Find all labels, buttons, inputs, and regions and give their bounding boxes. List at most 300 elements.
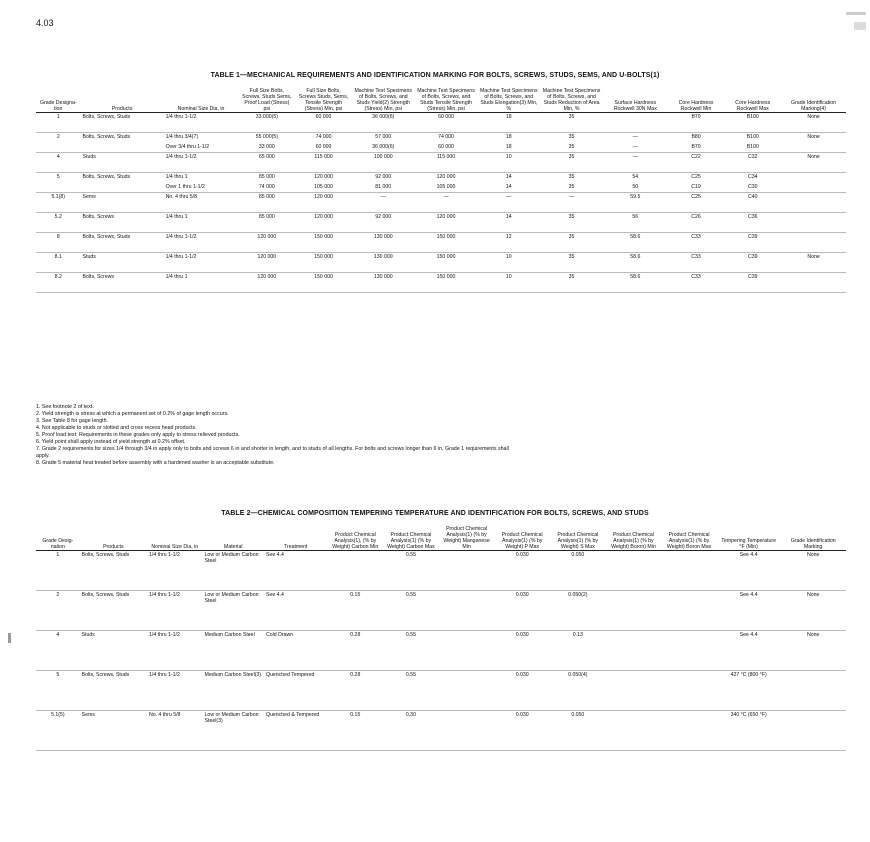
table-cell: Bolts, Screws, Studs <box>81 672 130 678</box>
table-cell <box>724 193 781 213</box>
cell-value: C40 <box>747 194 758 200</box>
cell-value: 12 <box>505 234 512 240</box>
table-2-header: Product Chemical Analysis(1) (% by Weight) Manganese Min <box>443 526 490 550</box>
table-cell <box>606 671 662 711</box>
footnote: 1. See footnote 2 of text. <box>36 404 94 410</box>
cell-value: 55 000(5) <box>255 134 278 140</box>
table-cell: 1/4 thru 1-1/2 <box>149 592 180 598</box>
cell-value: C30 <box>747 184 758 190</box>
cell-value: Over 1 thru 1-1/2 <box>165 184 205 190</box>
table-cell: See 4.4 <box>265 592 284 598</box>
table-cell: Quenched Tempered <box>265 672 315 678</box>
cell-value: 58.6 <box>630 254 641 260</box>
cell-value: 35 <box>568 184 575 190</box>
table-cell <box>238 273 295 293</box>
cell-value: — <box>632 144 638 150</box>
cell-value: 1/4 thru 1 <box>165 274 188 280</box>
table-1-header: Nominal Size Dia, in <box>177 106 225 112</box>
table-cell: Low or Medium Carbon Steel <box>204 592 259 604</box>
cell-value: 120 000 <box>257 254 277 260</box>
table-cell: Bolts, Screws, Studs <box>82 114 131 120</box>
cell-value: 120 000 <box>314 214 333 220</box>
table-cell: 4 <box>56 632 60 638</box>
table-cell: 0.55 <box>405 632 416 638</box>
table-cell <box>780 671 846 711</box>
table-cell <box>668 193 725 213</box>
table-1-header: Core Hardness Rockwell Min <box>678 100 714 112</box>
footnote: 2. Yield strength is stress at which a permanent set of 0.2% of gage length occurs. <box>36 411 229 417</box>
table-1-header: Machine Test Specimens of Bolts, Screws, and Studs Tensile Strength (Stress) Min, psi <box>417 88 475 112</box>
table-cell: Bolts, Screws, Studs <box>82 174 131 180</box>
table-cell <box>439 591 495 631</box>
cell-value: 85 000 <box>258 214 275 220</box>
table-cell: None <box>807 154 820 160</box>
table-cell: 427 °C (800 °F) <box>730 672 767 678</box>
table-cell: 8.1 <box>54 254 62 260</box>
scan-mark <box>846 12 866 15</box>
table-cell <box>164 213 239 233</box>
table-2-header: Products <box>103 544 124 550</box>
cell-value: 14 <box>505 184 512 190</box>
table-cell <box>415 113 478 133</box>
cell-value: 92 000 <box>375 174 392 180</box>
table-cell: 0.15 <box>350 592 361 598</box>
table-cell <box>415 253 478 273</box>
table-row <box>36 213 846 233</box>
table-cell <box>439 711 495 751</box>
table-cell <box>477 233 540 253</box>
table-1-header: Products <box>111 106 133 112</box>
table-cell: 4 <box>56 154 60 160</box>
cell-value: C32 <box>747 154 758 160</box>
table-cell: See 4.4 <box>739 592 758 598</box>
table-cell <box>781 213 846 233</box>
table-cell <box>415 133 478 153</box>
cell-value: 74 000 <box>315 134 332 140</box>
cell-value: C25 <box>691 194 701 200</box>
table-cell: 5.1(5) <box>51 712 65 718</box>
table-cell: 0.030 <box>515 712 529 718</box>
table-cell <box>603 213 668 233</box>
footnote: 7. Grade 2 requirements for sizes 1/4 through 3/4 in apply only to bolts and screws 6 in and shorter in length, and to studs of all lengths. For bolts and screws longer than 6 in, Grade 1 requirements shall <box>36 446 509 452</box>
cell-value: 36 000(6) <box>372 114 395 120</box>
cell-value: B80 <box>691 134 701 140</box>
table-cell <box>603 153 668 173</box>
table-row <box>36 253 846 273</box>
table-cell <box>668 213 725 233</box>
cell-value: 18 <box>505 144 512 150</box>
table-cell: Bolts, Screws, Studs <box>82 134 131 140</box>
table-1-footnotes <box>36 404 846 467</box>
cell-value: 100 000 <box>373 154 393 160</box>
cell-value: Over 3/4 thru 1-1/2 <box>165 144 210 150</box>
table-cell: 2 <box>56 592 60 598</box>
table-row <box>36 671 846 711</box>
cell-value: 130 000 <box>373 254 393 260</box>
cell-value: 74 000 <box>258 184 275 190</box>
table-cell: 5 <box>56 174 60 180</box>
cell-value: 10 <box>505 254 512 260</box>
cell-value: — <box>632 154 638 160</box>
table-cell <box>439 671 495 711</box>
table-cell: No. 4 thru 5/8 <box>149 712 181 718</box>
cell-value: 36 000(6) <box>372 144 395 150</box>
table-cell <box>327 551 383 591</box>
cell-value: C22 <box>691 154 701 160</box>
cell-value: 120 000 <box>436 214 456 220</box>
table-cell <box>540 173 603 193</box>
table-cell <box>164 233 239 253</box>
table-cell <box>164 253 239 273</box>
table-cell <box>724 113 781 133</box>
table-2-header: Grade Desig- nation <box>42 538 74 550</box>
table-cell: Low or Medium Carbon Steel(3) <box>204 712 259 724</box>
table-cell <box>606 551 662 591</box>
table-cell: Medium Carbon Steel <box>204 632 255 638</box>
table-cell <box>477 273 540 293</box>
table-cell <box>477 113 540 133</box>
table-cell: 0.55 <box>405 592 416 598</box>
table-cell <box>415 273 478 293</box>
cell-value: 54 <box>632 174 639 180</box>
cell-value: 18 <box>505 114 512 120</box>
table-cell <box>238 153 295 173</box>
cell-value: 1/4 thru 1-1/2 <box>165 114 197 120</box>
table-cell: Studs <box>81 632 95 638</box>
cell-value: 105 000 <box>314 184 333 190</box>
cell-value: B100 <box>746 114 759 120</box>
table-cell <box>781 173 846 193</box>
table-cell: None <box>807 114 820 120</box>
table-cell <box>164 273 239 293</box>
table-cell <box>352 273 415 293</box>
cell-value: 150 000 <box>436 254 456 260</box>
table-row <box>36 133 846 153</box>
table-cell <box>352 173 415 193</box>
table-cell: 0.050(4) <box>568 672 588 678</box>
table-cell: 0.050 <box>571 712 585 718</box>
table-cell <box>352 153 415 173</box>
table-cell <box>661 671 717 711</box>
table-cell <box>164 113 239 133</box>
table-cell <box>724 233 781 253</box>
table-cell <box>724 133 781 153</box>
table-2-header: Treatment <box>284 544 308 550</box>
cell-value: C36 <box>747 214 758 220</box>
table-cell <box>164 173 239 193</box>
cell-value: B70 <box>691 114 701 120</box>
table-cell <box>540 193 603 213</box>
table-cell <box>295 233 352 253</box>
table-cell: None <box>807 254 820 260</box>
cell-value: 65 000 <box>258 154 275 160</box>
scan-mark <box>8 633 11 643</box>
cell-value: 33 000(5) <box>255 114 278 120</box>
table-cell: 0.030 <box>515 632 529 638</box>
cell-value: 57 000 <box>375 134 392 140</box>
table-cell <box>603 193 668 213</box>
table-cell <box>724 213 781 233</box>
table-cell <box>352 213 415 233</box>
table-cell <box>477 173 540 193</box>
table-cell <box>780 711 846 751</box>
table-cell: 340 °C (650 °F) <box>730 712 767 718</box>
cell-value: 92 000 <box>375 214 392 220</box>
table-1-header: Machine Test Specimens of Bolts, Screws, and Studs Elongation(3) Min, % <box>479 88 538 112</box>
table-1-header: Full Size Bolts, Screws Studs, Sems, Tensile Strength (Stress) Min, psi <box>298 88 349 112</box>
table-cell <box>295 193 352 213</box>
table-cell: 1/4 thru 1-1/2 <box>149 552 180 558</box>
table-cell <box>668 133 725 153</box>
table-cell <box>661 591 717 631</box>
table-cell <box>238 233 295 253</box>
cell-value: C39 <box>747 234 758 240</box>
table-cell: Studs <box>82 254 96 260</box>
table-cell: 0.030 <box>515 592 529 598</box>
cell-value: C34 <box>747 174 758 180</box>
table-cell <box>603 273 668 293</box>
footnote: 8. Grade 5 material heat treated before assembly with a hardened washer is an acceptable substitute. <box>36 460 275 466</box>
table-2-header: Product Chemical Analysis(1) (% by Weight) Boron) Min <box>611 532 656 550</box>
cell-value: C19 <box>691 184 701 190</box>
cell-value: 130 000 <box>373 234 393 240</box>
table-cell: Medium Carbon Steel(3) <box>204 672 262 678</box>
table-row <box>36 591 846 631</box>
cell-value: 130 000 <box>373 274 393 280</box>
table-cell <box>540 273 603 293</box>
cell-value: — <box>632 134 638 140</box>
footnote: 4. Not applicable to studs or slotted and cross recess head products. <box>36 425 197 431</box>
cell-value: C33 <box>691 254 701 260</box>
table-row <box>36 631 846 671</box>
cell-value: 105 000 <box>436 184 456 190</box>
table-cell <box>540 213 603 233</box>
cell-value: 10 <box>505 274 512 280</box>
table-cell: Low or Medium Carbon Steel <box>204 552 259 564</box>
table-cell <box>781 193 846 213</box>
table-cell: 0.15 <box>350 712 361 718</box>
table-2-header: Product Chemical Analysis(1), (% by Weight) Carbon Min <box>332 532 379 550</box>
cell-value: 115 000 <box>436 154 456 160</box>
table-cell: See 4.4 <box>739 632 758 638</box>
table-cell <box>477 193 540 213</box>
table-cell: None <box>807 134 820 140</box>
table-cell <box>661 631 717 671</box>
cell-value: 115 000 <box>314 154 333 160</box>
table-1-header: Surface Hardness Rockwell 30N Max <box>613 100 657 112</box>
table-cell <box>238 173 295 193</box>
cell-value: 120 000 <box>257 274 277 280</box>
cell-value: 10 <box>505 154 512 160</box>
table-cell <box>164 133 239 153</box>
table-cell: 0.55 <box>405 552 416 558</box>
cell-value: 74 000 <box>438 134 454 140</box>
cell-value: — <box>506 194 512 200</box>
table-cell <box>439 631 495 671</box>
table-cell <box>540 133 603 153</box>
cell-value: 120 000 <box>314 174 333 180</box>
table-row <box>36 153 846 173</box>
table-row <box>36 113 846 133</box>
cell-value: 14 <box>505 214 512 220</box>
table-cell <box>668 113 725 133</box>
table-cell <box>668 233 725 253</box>
table-cell <box>540 113 603 133</box>
table-cell: Bolts, Screws <box>82 274 114 280</box>
cell-value: 35 <box>568 274 575 280</box>
cell-value: C26 <box>691 214 701 220</box>
table-cell <box>439 551 495 591</box>
cell-value: 85 000 <box>258 174 275 180</box>
table-cell: 8 <box>56 234 60 240</box>
table-cell <box>603 253 668 273</box>
table-2-header: Product Chemical Analysis(1) (% by Weight) S Max <box>557 532 599 550</box>
table-1-header: Grade Identification Marking(4) <box>791 100 837 112</box>
table-row <box>36 551 846 591</box>
footnote: 5. Proof load test: Requirements in these grades only apply to stress relieved products. <box>36 432 240 438</box>
table-cell: 0.13 <box>572 632 583 638</box>
table-row <box>36 173 846 193</box>
cell-value: 35 <box>568 154 575 160</box>
table-cell <box>164 153 239 173</box>
table-cell <box>661 551 717 591</box>
table-cell <box>603 173 668 193</box>
table-cell <box>668 253 725 273</box>
table-row <box>36 193 846 213</box>
table-cell <box>352 133 415 153</box>
cell-value: 35 <box>568 254 575 260</box>
cell-value: 35 <box>568 174 575 180</box>
table-cell <box>724 153 781 173</box>
table-cell <box>724 253 781 273</box>
table-cell: 1 <box>56 552 60 558</box>
table-cell: Bolts, Screws <box>82 214 114 220</box>
table-cell <box>295 173 352 193</box>
table-cell <box>781 233 846 253</box>
cell-value: No. 4 thru 5/8 <box>165 194 197 200</box>
chemical-composition-table <box>36 526 846 751</box>
table-cell: 8.2 <box>54 274 62 280</box>
table-cell: 0.050(2) <box>568 592 588 598</box>
cell-value: C33 <box>691 274 701 280</box>
cell-value: — <box>443 194 449 200</box>
table-cell <box>415 173 478 193</box>
cell-value: B100 <box>746 144 759 150</box>
cell-value: 120 000 <box>257 234 277 240</box>
table-1-header: Machine Test Specimens of Bolts, Screws, and Studs Yield(2) Strength (Stress) Min, psi <box>354 88 413 112</box>
table-2-title: TABLE 2—CHEMICAL COMPOSITION TEMPERING TEMPERATURE AND IDENTIFICATION FOR BOLTS, SCREWS, AND STUDS <box>221 510 649 517</box>
table-1-header: Core Hardness Rockwell Max <box>735 100 771 112</box>
table-cell <box>238 193 295 213</box>
footnote: apply. <box>36 453 50 459</box>
table-cell <box>352 253 415 273</box>
cell-value: 18 <box>505 134 512 140</box>
cell-value: 120 000 <box>314 194 333 200</box>
table-cell: Cold Drawn <box>265 632 294 638</box>
table-cell: See 4.4 <box>739 552 758 558</box>
table-cell <box>668 173 725 193</box>
table-cell: None <box>807 632 820 638</box>
cell-value: 150 000 <box>436 234 456 240</box>
table-2-header: Nominal Size Dia, in <box>151 544 199 550</box>
table-cell <box>603 113 668 133</box>
table-cell: Studs <box>82 154 96 160</box>
table-cell: 0.030 <box>515 672 529 678</box>
cell-value: 56 <box>632 214 639 220</box>
cell-value: 35 <box>568 144 575 150</box>
table-cell <box>352 113 415 133</box>
table-cell: None <box>807 592 820 598</box>
table-cell: 0.030 <box>515 552 529 558</box>
cell-value: 85 000 <box>258 194 275 200</box>
table-cell <box>668 153 725 173</box>
table-cell <box>603 133 668 153</box>
cell-value: 150 000 <box>314 274 333 280</box>
cell-value: 60 000 <box>438 114 454 120</box>
table-cell <box>415 213 478 233</box>
table-cell <box>238 213 295 233</box>
table-cell: 5.2 <box>54 214 62 220</box>
table-cell <box>781 273 846 293</box>
cell-value: 35 <box>568 214 575 220</box>
table-2-header: Tempering Temperature °F (Min) <box>721 538 776 550</box>
scan-mark <box>854 22 866 30</box>
table-cell <box>295 253 352 273</box>
table-cell: Sems <box>82 194 96 200</box>
table-cell: 2 <box>56 134 60 140</box>
table-cell <box>164 193 239 213</box>
table-cell <box>606 591 662 631</box>
table-cell: 5.1(8) <box>51 194 66 200</box>
mechanical-requirements-table <box>36 88 846 293</box>
table-cell <box>540 233 603 253</box>
cell-value: 58.6 <box>630 234 641 240</box>
table-cell <box>295 273 352 293</box>
table-row <box>36 711 846 751</box>
cell-value: 35 <box>568 114 575 120</box>
cell-value: 1/4 thru 1-1/2 <box>165 234 197 240</box>
cell-value <box>605 114 666 120</box>
cell-value: 1/4 thru 1 <box>165 174 188 180</box>
table-cell: 0.28 <box>350 632 361 638</box>
cell-value: 150 000 <box>314 254 333 260</box>
table-1-header: Machine Test Specimens of Bolts, Screws, and Studs Reduction of Area Min, % <box>542 88 601 112</box>
cell-value: 81 000 <box>375 184 392 190</box>
cell-value: 60 000 <box>315 144 332 150</box>
table-2-header: Product Chemical Analysis(1) (% by Weight) Carbon Max <box>387 532 435 550</box>
table-cell <box>606 711 662 751</box>
table-cell <box>295 113 352 133</box>
cell-value: 33 000 <box>258 144 275 150</box>
table-1-title: TABLE 1—MECHANICAL REQUIREMENTS AND IDENTIFICATION MARKING FOR BOLTS, SCREWS, STUDS, SEMS, AND U-BOLTS(1) <box>210 72 660 79</box>
cell-value: 35 <box>568 134 575 140</box>
table-cell: 0.050 <box>571 552 585 558</box>
table-2-header: Product Chemical Analysis(1) (% by Weight) P Max <box>501 532 543 550</box>
table-cell: 1/4 thru 1-1/2 <box>149 632 180 638</box>
footnote: 6. Yield point shall apply instead of yield strength at 0.2% offset. <box>36 439 186 445</box>
table-cell <box>295 133 352 153</box>
cell-value: 1/4 thru 1-1/2 <box>165 254 197 260</box>
table-cell <box>540 153 603 173</box>
table-cell: Bolts, Screws, Studs <box>82 234 131 240</box>
table-cell <box>415 153 478 173</box>
cell-value: 35 <box>568 234 575 240</box>
table-cell: See 4.4 <box>265 552 284 558</box>
table-2-header: Grade Identification Marking <box>790 538 836 550</box>
cell-value: — <box>568 194 575 200</box>
table-2-header: Product Chemical Analysis(1) (% by Weight) Boron Max <box>666 532 712 550</box>
table-cell: 1/4 thru 1-1/2 <box>149 672 180 678</box>
